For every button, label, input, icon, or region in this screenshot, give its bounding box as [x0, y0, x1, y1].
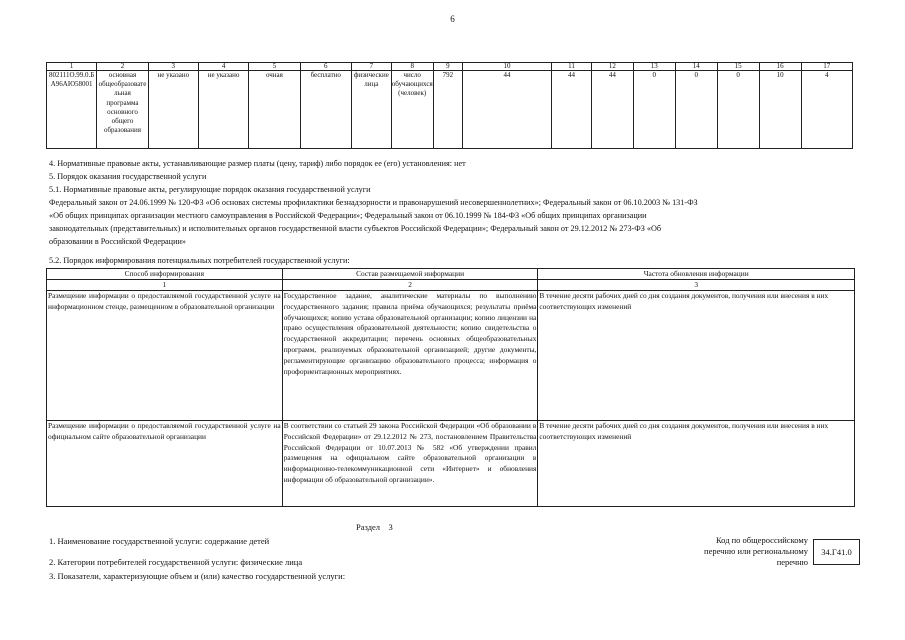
law-line: образовании в Российской Федерации» [49, 237, 186, 246]
table-number-row [47, 280, 855, 291]
cell: 0 [717, 71, 759, 149]
law-line: Федеральный закон от 24.06.1999 № 120-ФЗ «Об основах системы профилактики безнадзорности и правонарушений несовершеннолетних»; Федеральный закон от 06.10.2003 № 131-ФЗ [49, 198, 698, 207]
cell-frequency: В течение десяти рабочих дней со дня создания документов, получения или внесения в них соответствующих изменений [538, 421, 855, 507]
col-header: 5 [249, 63, 300, 71]
service-name: 1. Наименование государственной услуги: содержание детей [49, 536, 270, 546]
col-header: 1 [47, 63, 97, 71]
law-line: законодательных (представительных) и исполнительных органов государственной власти субъектов Российской Федерации»; Федеральный закон от 29.12.2012 № 273-ФЗ «Об [49, 224, 662, 233]
cell-frequency: В течение десяти рабочих дней со дня создания документов, получения или внесения в них соответствующих изменений [538, 291, 855, 421]
section-heading: Раздел 3 [356, 522, 393, 532]
col-header: 2 [97, 63, 148, 71]
cell: 44 [591, 71, 633, 149]
cell: 0 [633, 71, 675, 149]
col-number: 2 [282, 280, 538, 291]
table-header-row [47, 63, 853, 71]
col-number: 3 [538, 280, 855, 291]
cell: 4 [801, 71, 852, 149]
col-header: 6 [300, 63, 351, 71]
section-4: 4. Нормативные правовые акты, устанавливающие размер платы (цену, тариф) либо порядок ее (его) установления: нет [49, 159, 466, 168]
law-line: «Об общих принципах организации местного самоуправления в Российской Федерации»; Федеральный закон от 06.10.1999 № 184-ФЗ «Об общих принципах организации [49, 211, 647, 220]
page-number: 6 [450, 14, 455, 24]
col-header: 13 [633, 63, 675, 71]
cell: не указано [148, 71, 198, 149]
cell: 44 [463, 71, 552, 149]
col-header: 14 [675, 63, 717, 71]
col-header: 9 [433, 63, 462, 71]
table-row [47, 421, 855, 507]
cell-content: В соответствии со статьей 29 закона Российской Федерации «Об образовании в Российской Федерации» от 29.12.2012 № 273, постановлением Правительства Российской Федерации от 10.07.2013 № 582 «Об утверждении правил размещения на официальном сайте образовательной организации в информационно-телекоммуникационной сети «Интернет» и обновления информации об образовательной организации». [282, 421, 538, 507]
col-header: 15 [717, 63, 759, 71]
col-header: 7 [351, 63, 391, 71]
cell-content: Государственное задание, аналитические материалы по выполнению государственного задания; правила приёма обучающихся; результаты приёма обучающихся; копию устава образовательной организации; копию лицензии на право осуществления образовательной деятельности; копию свидетельства о государственной аккредитации; перечень основных общеобразовательных программ, реализуемых образовательной организацией; другие документы, регламентирующие организацию образовательного процесса; информация о профориентационных мероприятиях. [282, 291, 538, 421]
indicators-table [46, 62, 853, 149]
cell: 0 [675, 71, 717, 149]
cell-method: Размещение информации о предоставляемой государственной услуге на информационном стенде, размещенном в образовательной организации [47, 291, 283, 421]
table-header-row [47, 269, 855, 280]
cell: не указано [198, 71, 248, 149]
col-header: 3 [148, 63, 198, 71]
cell-unit: число обучающихся (человек) [391, 71, 433, 149]
cell-method: Размещение информации о предоставляемой государственной услуге на официальном сайте образовательной организации [47, 421, 283, 507]
table-row [47, 291, 855, 421]
col-header: 11 [552, 63, 592, 71]
informing-table [46, 268, 855, 507]
table-row [47, 71, 853, 149]
section-5-1: 5.1. Нормативные правовые акты, регулирующие порядок оказания государственной услуги [49, 185, 371, 194]
cell: физические лица [351, 71, 391, 149]
cell: 44 [552, 71, 592, 149]
cell-registry-number: 802111О.99.0.БА96АЮ58001 [47, 71, 97, 149]
col-header: 17 [801, 63, 852, 71]
cell: очная [249, 71, 300, 149]
code-label: Код по общероссийскому перечню или региональному перечню [704, 535, 808, 567]
code-box: 34.Г41.0 [813, 539, 860, 565]
col-header: Способ информирования [47, 269, 283, 280]
col-header: Состав размещаемой информации [282, 269, 538, 280]
col-header: 4 [198, 63, 248, 71]
section-5-2: 5.2. Порядок информирования потенциальных потребителей государственной услуги: [49, 256, 350, 265]
cell: 792 [433, 71, 462, 149]
col-number: 1 [47, 280, 283, 291]
cell: 10 [759, 71, 801, 149]
col-header: 16 [759, 63, 801, 71]
cell: бесплатно [300, 71, 351, 149]
col-header: Частота обновления информации [538, 269, 855, 280]
section-5: 5. Порядок оказания государственной услуги [49, 172, 207, 181]
cell-program: основная общеобразовательная программа основного общего образования [97, 71, 148, 149]
col-header: 10 [463, 63, 552, 71]
indicators-heading: 3. Показатели, характеризующие объем и (или) качество государственной услуги: [49, 571, 346, 581]
col-header: 8 [391, 63, 433, 71]
consumer-category: 2. Категории потребителей государственной услуги: физические лица [49, 557, 303, 567]
col-header: 12 [591, 63, 633, 71]
